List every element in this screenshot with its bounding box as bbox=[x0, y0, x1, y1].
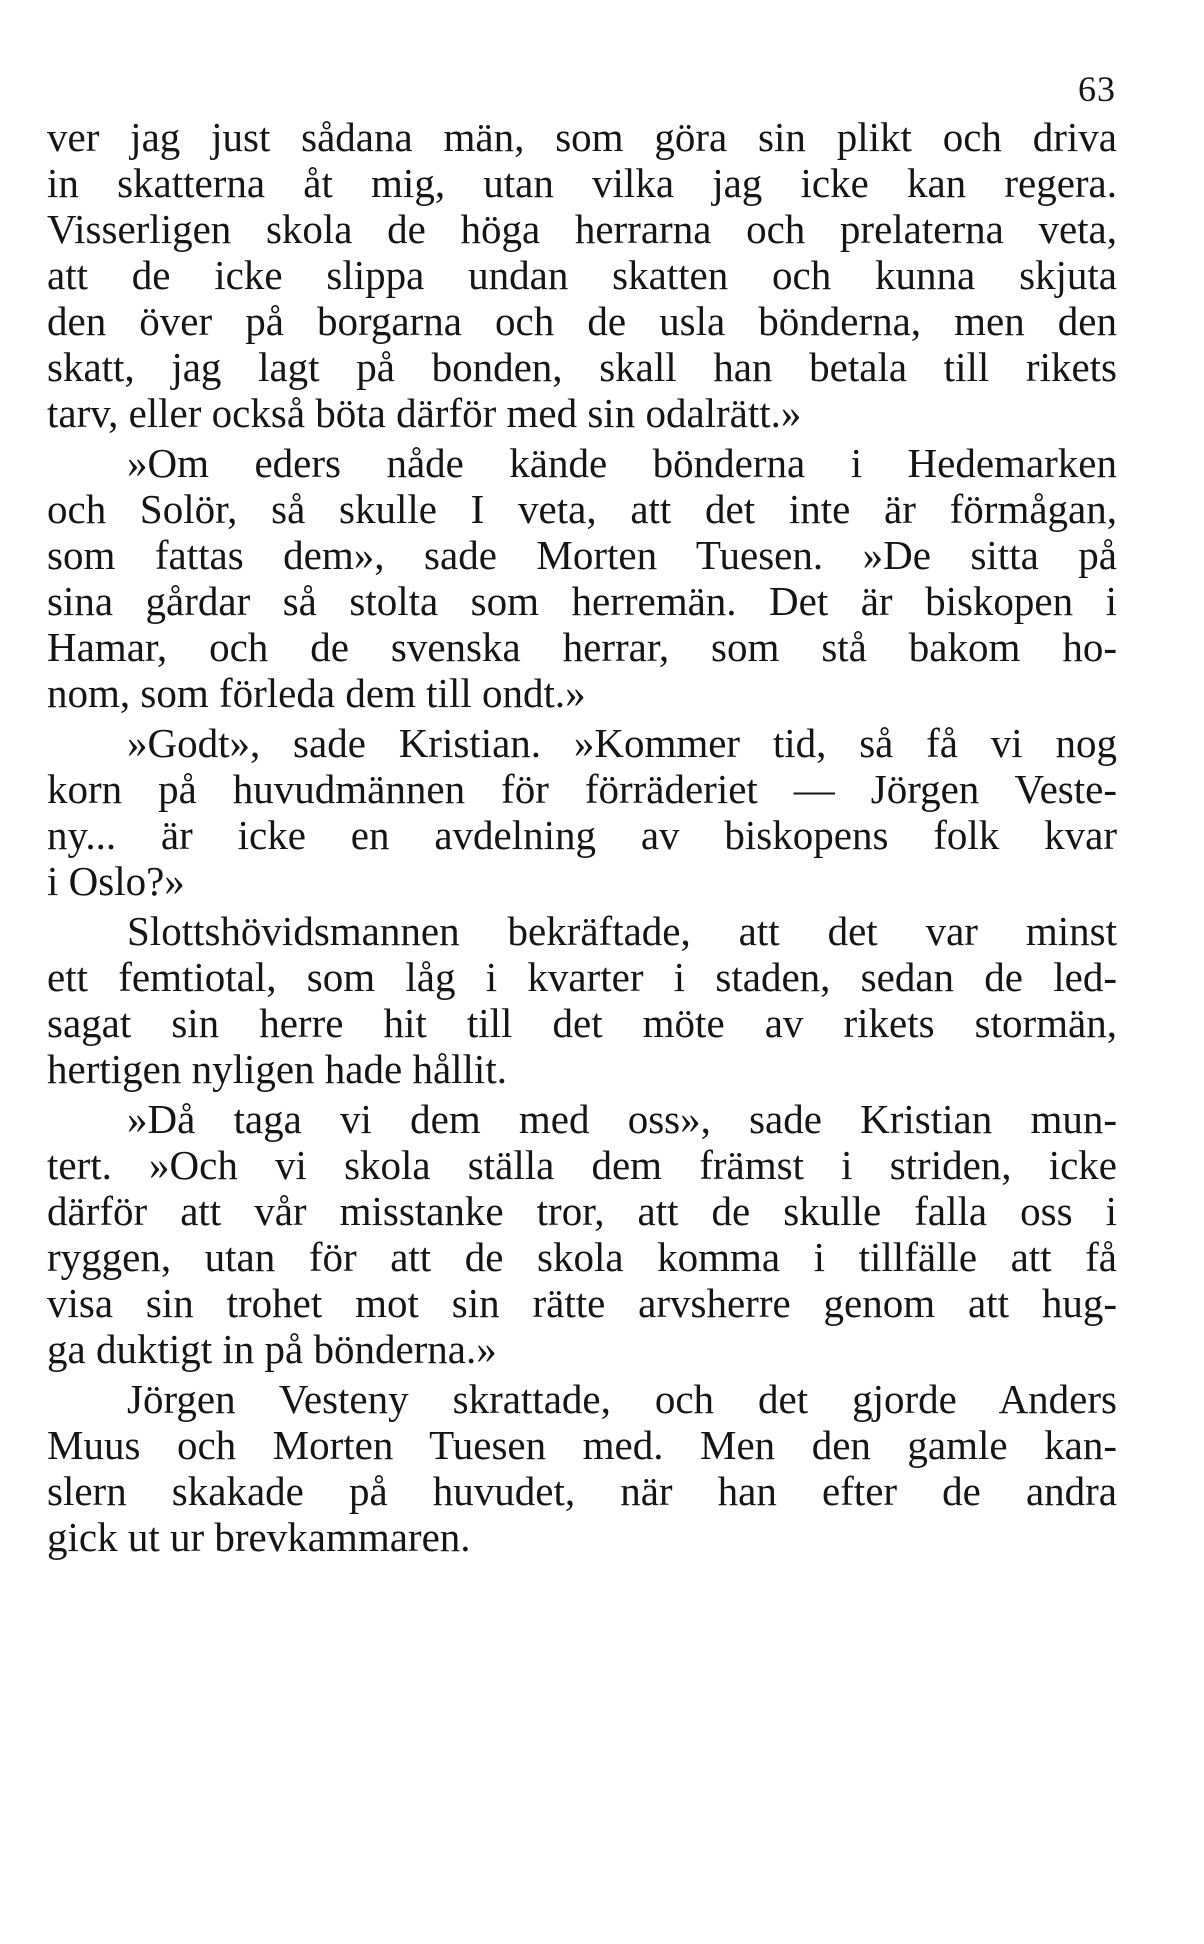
text-line: och Solör, så skulle I veta, att det inte är förmågan, bbox=[47, 486, 1117, 532]
text-line: som fattas dem», sade Morten Tuesen. »De sitta på bbox=[47, 532, 1117, 578]
text-line: sagat sin herre hit till det möte av rikets stormän, bbox=[47, 1000, 1117, 1046]
text-line: Jörgen Vesteny skrattade, och det gjorde Anders bbox=[127, 1376, 1117, 1422]
text-line: ryggen, utan för att de skola komma i tillfälle att få bbox=[47, 1234, 1117, 1280]
text-line: hertigen nyligen hade hållit. bbox=[47, 1046, 507, 1092]
text-line: korn på huvudmännen för förräderiet — Jörgen Veste- bbox=[47, 766, 1117, 812]
text-line: slern skakade på huvudet, när han efter de andra bbox=[47, 1468, 1117, 1514]
text-line: tert. »Och vi skola ställa dem främst i striden, icke bbox=[47, 1142, 1117, 1188]
text-line: därför att vår misstanke tror, att de skulle falla oss i bbox=[47, 1188, 1117, 1234]
text-line: att de icke slippa undan skatten och kunna skjuta bbox=[47, 252, 1117, 298]
text-line: in skatterna åt mig, utan vilka jag icke kan regera. bbox=[47, 160, 1117, 206]
text-line: tarv, eller också böta därför med sin odalrätt.» bbox=[47, 390, 802, 436]
text-line: Slottshövidsmannen bekräftade, att det var minst bbox=[127, 908, 1117, 954]
text-line: skatt, jag lagt på bonden, skall han betala till rikets bbox=[47, 344, 1117, 390]
text-line: gick ut ur brevkammaren. bbox=[47, 1514, 471, 1560]
text-line: ver jag just sådana män, som göra sin plikt och driva bbox=[47, 114, 1117, 160]
text-line: Visserligen skola de höga herrarna och prelaterna veta, bbox=[47, 206, 1117, 252]
text-line: ga duktigt in på bönderna.» bbox=[47, 1326, 497, 1372]
text-line: den över på borgarna och de usla bönderna, men den bbox=[47, 298, 1117, 344]
text-line: ny... är icke en avdelning av biskopens folk kvar bbox=[47, 812, 1117, 858]
text-line: »Godt», sade Kristian. »Kommer tid, så få vi nog bbox=[127, 720, 1117, 766]
text-line: Hamar, och de svenska herrar, som stå bakom ho- bbox=[47, 624, 1117, 670]
text-line: visa sin trohet mot sin rätte arvsherre genom att hug- bbox=[47, 1280, 1117, 1326]
text-line: »Då taga vi dem med oss», sade Kristian mun- bbox=[127, 1096, 1117, 1142]
page-number: 63 bbox=[1078, 69, 1116, 109]
text-line: »Om eders nåde kände bönderna i Hedemarken bbox=[127, 440, 1117, 486]
text-line: i Oslo?» bbox=[47, 858, 185, 904]
text-line: ett femtiotal, som låg i kvarter i staden, sedan de led- bbox=[47, 954, 1117, 1000]
text-line: sina gårdar så stolta som herremän. Det är biskopen i bbox=[47, 578, 1117, 624]
text-line: Muus och Morten Tuesen med. Men den gamle kan- bbox=[47, 1422, 1117, 1468]
text-line: nom, som förleda dem till ondt.» bbox=[47, 670, 586, 716]
